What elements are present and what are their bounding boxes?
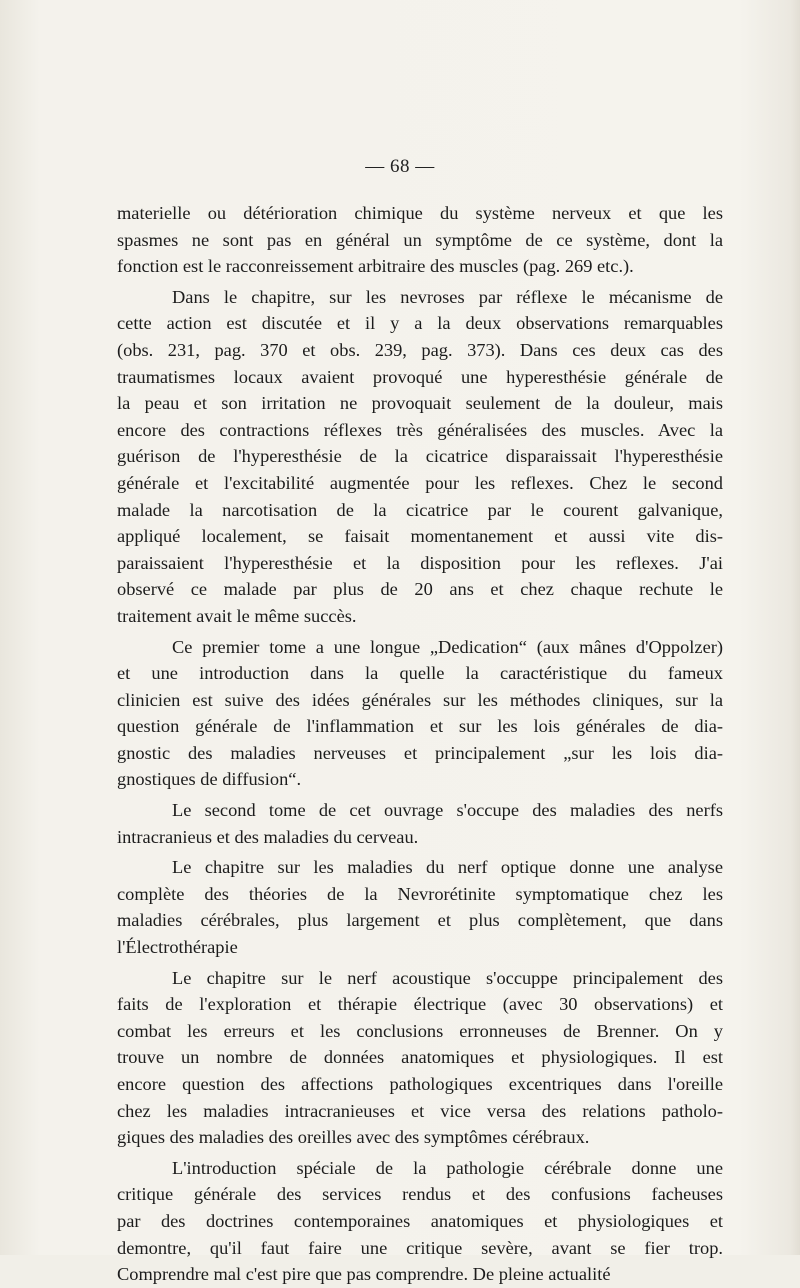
text-line: la peau et son irritation ne provoquait seulement de la douleur, mais bbox=[117, 393, 723, 414]
text-line: l'Électrothérapie bbox=[117, 937, 238, 958]
text-line: question générale de l'inflammation et sur les lois générales de dia- bbox=[117, 716, 723, 737]
paragraph bbox=[117, 200, 723, 280]
text-line: Le chapitre sur le nerf acoustique s'occuppe principalement des bbox=[172, 967, 723, 988]
body-text bbox=[117, 200, 723, 1288]
text-line: fonction est le racconreissement arbitraire des muscles (pag. 269 etc.). bbox=[117, 256, 634, 277]
text-line: intracranieus et des maladies du cerveau. bbox=[117, 826, 419, 847]
text-line: faits de l'exploration et thérapie électrique (avec 30 observations) et bbox=[117, 994, 723, 1015]
text-line: observé ce malade par plus de 20 ans et chez chaque rechute le bbox=[117, 579, 723, 600]
text-line: materielle ou détérioration chimique du système nerveux et que les bbox=[117, 203, 723, 223]
paragraph bbox=[117, 965, 723, 1151]
text-line: par des doctrines contemporaines anatomiques et physiologiques et bbox=[117, 1210, 723, 1231]
text-line: traumatismes locaux avaient provoqué une hyperesthésie générale de bbox=[117, 366, 723, 387]
text-line: L'introduction spéciale de la pathologie cérébrale donne une bbox=[172, 1157, 723, 1178]
text-line: Dans le chapitre, sur les nevroses par réflexe le mécanisme de bbox=[172, 286, 723, 307]
text-line: Le chapitre sur les maladies du nerf optique donne une analyse bbox=[172, 857, 723, 878]
text-line: chez les maladies intracranieuses et vice versa des relations patholo- bbox=[117, 1100, 723, 1121]
page-number: — 68 — bbox=[365, 156, 435, 177]
paragraph bbox=[117, 797, 723, 850]
paragraph bbox=[117, 284, 723, 630]
text-line: Comprendre mal c'est pire que pas comprendre. De pleine actualité bbox=[117, 1264, 611, 1285]
text-line: cette action est discutée et il y a la deux observations remarquables bbox=[117, 313, 723, 334]
text-line: paraissaient l'hyperesthésie et la disposition pour les reflexes. J'ai bbox=[117, 552, 723, 573]
text-line: guérison de l'hyperesthésie de la cicatrice disparaissait l'hyperesthésie bbox=[117, 446, 723, 467]
text-line: gnostic des maladies nerveuses et principalement „sur les lois dia- bbox=[117, 742, 723, 763]
paragraph bbox=[117, 634, 723, 794]
text-line: clinicien est suive des idées générales sur les méthodes cliniques, sur la bbox=[117, 689, 723, 710]
text-line: complète des théories de la Nevrorétinite symptomatique chez les bbox=[117, 883, 723, 904]
paragraph bbox=[117, 854, 723, 960]
text-line: (obs. 231, pag. 370 et obs. 239, pag. 373). Dans ces deux cas des bbox=[117, 339, 723, 360]
text-line: combat les erreurs et les conclusions erronneuses de Brenner. On y bbox=[117, 1020, 723, 1041]
text-line: traitement avait le même succès. bbox=[117, 605, 357, 626]
text-line: Ce premier tome a une longue „Dedication“ (aux mânes d'Oppolzer) bbox=[172, 636, 723, 657]
paragraph bbox=[117, 1155, 723, 1288]
text-line: et une introduction dans la quelle la caractéristique du fameux bbox=[117, 663, 723, 684]
text-line: giques des maladies des oreilles avec des symptômes cérébraux. bbox=[117, 1127, 590, 1148]
text-line: appliqué localement, se faisait momentanement et aussi vite dis- bbox=[117, 526, 723, 547]
text-line: encore des contractions réflexes très généralisées des muscles. Avec la bbox=[117, 419, 723, 440]
text-line: encore question des affections pathologiques excentriques dans l'oreille bbox=[117, 1074, 723, 1094]
text-line: gnostiques de diffusion“. bbox=[117, 769, 302, 790]
text-line: critique générale des services rendus et des confusions facheuses bbox=[117, 1184, 723, 1205]
text-line: générale et l'excitabilité augmentée pour les reflexes. Chez le second bbox=[117, 472, 723, 493]
text-line: demontre, qu'il faut faire une critique sevère, avant se fier trop. bbox=[117, 1237, 723, 1258]
text-line: spasmes ne sont pas en général un symptôme de ce système, dont la bbox=[117, 229, 723, 250]
text-line: malade la narcotisation de la cicatrice par le courent galvanique, bbox=[117, 499, 723, 520]
text-line: maladies cérébrales, plus largement et plus complètement, que dans bbox=[117, 910, 723, 931]
text-line: Le second tome de cet ouvrage s'occupe des maladies des nerfs bbox=[172, 800, 723, 821]
text-line: trouve un nombre de données anatomiques et physiologiques. Il est bbox=[117, 1047, 723, 1068]
